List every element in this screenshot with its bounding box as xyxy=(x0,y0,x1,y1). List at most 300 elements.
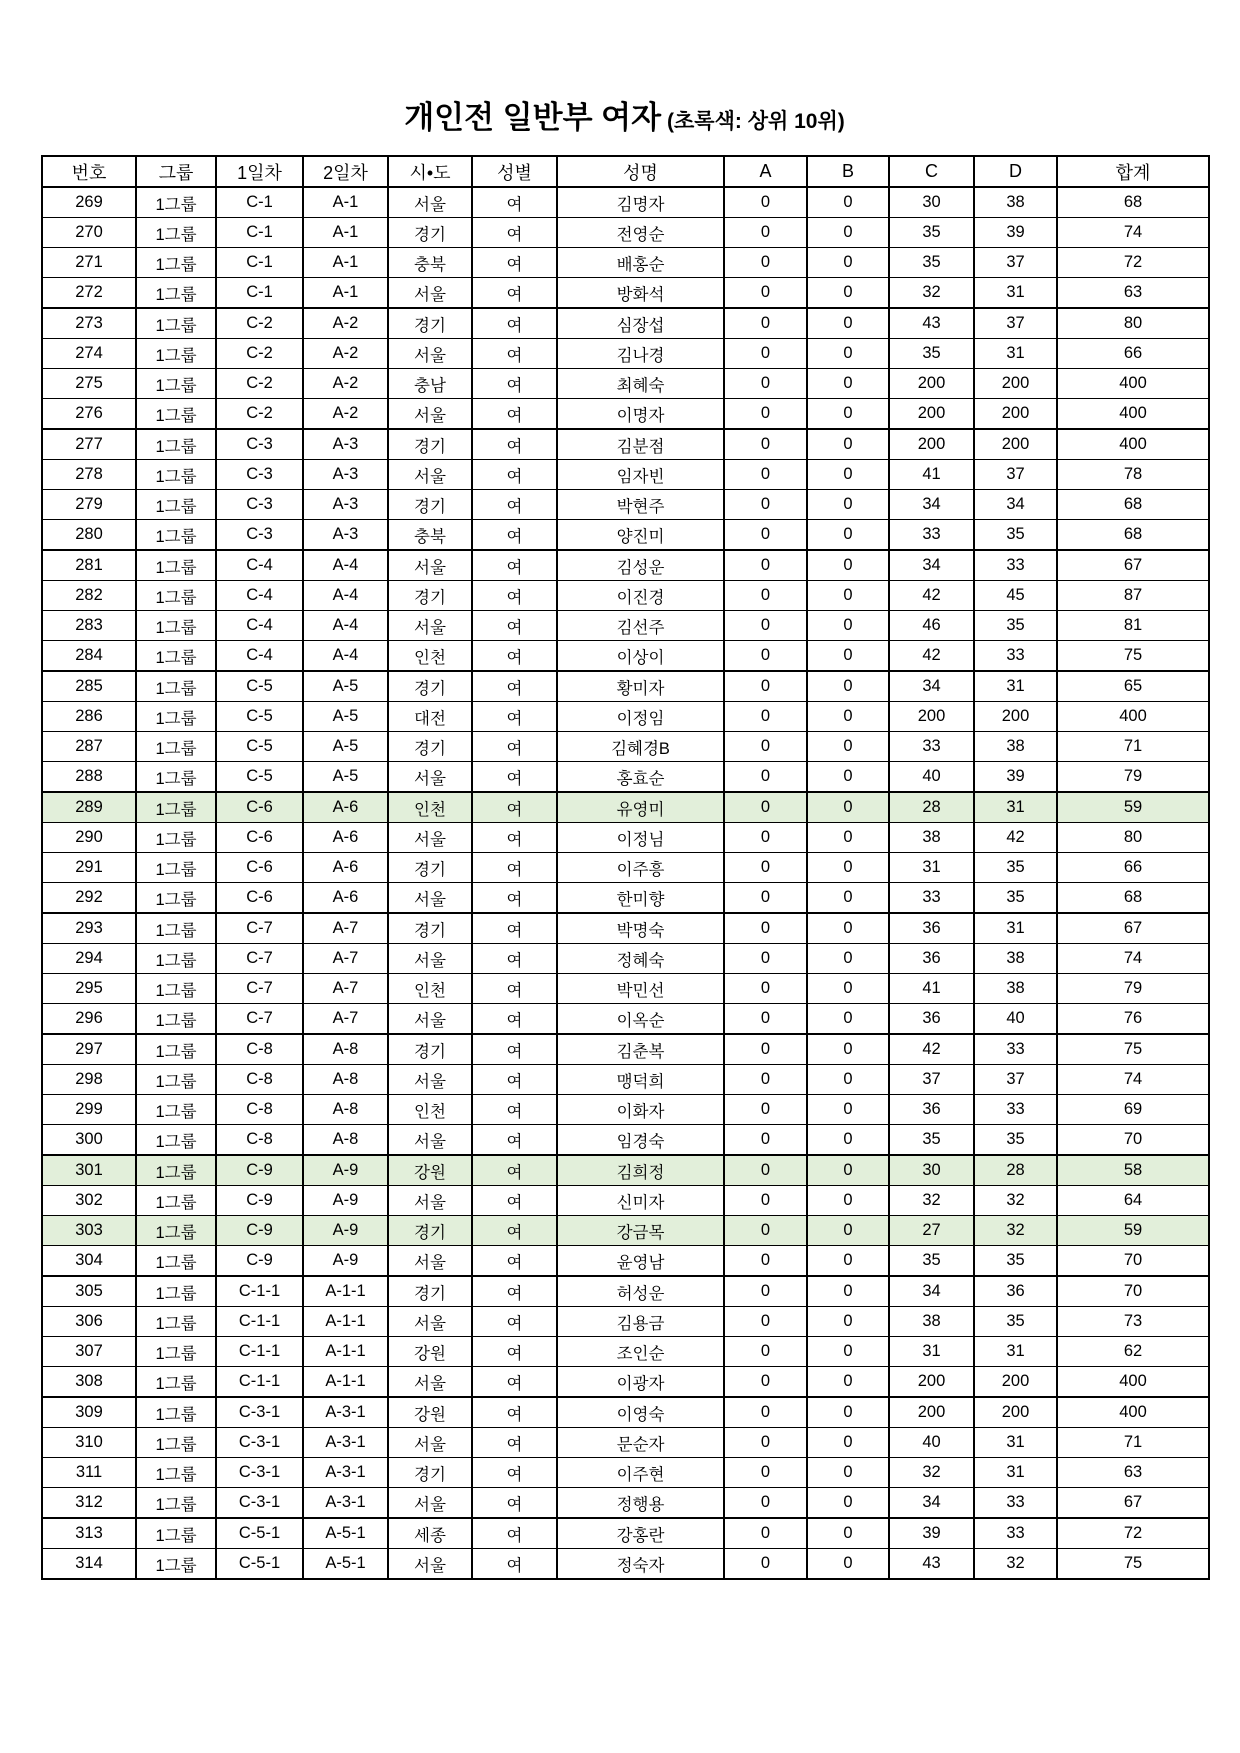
cell-group: 1그룹 xyxy=(136,218,216,248)
cell-score-d: 35 xyxy=(974,1125,1057,1156)
cell-score-c: 36 xyxy=(889,1095,974,1125)
cell-day1: C-1-1 xyxy=(216,1367,303,1398)
cell-gender: 여 xyxy=(472,853,557,883)
cell-city-do: 강원 xyxy=(388,1337,472,1367)
cell-city-do: 인천 xyxy=(388,792,472,823)
cell-gender: 여 xyxy=(472,1246,557,1277)
cell-name: 김춘복 xyxy=(557,1034,724,1065)
cell-group: 1그룹 xyxy=(136,339,216,369)
cell-day1: C-5-1 xyxy=(216,1549,303,1580)
cell-day2: A-1 xyxy=(303,218,388,248)
cell-group: 1그룹 xyxy=(136,762,216,793)
cell-group: 1그룹 xyxy=(136,883,216,914)
table-row xyxy=(42,1095,1209,1125)
cell-group: 1그룹 xyxy=(136,1367,216,1398)
cell-gender: 여 xyxy=(472,1276,557,1307)
cell-gender: 여 xyxy=(472,974,557,1004)
cell-score-b: 0 xyxy=(807,1155,889,1186)
cell-total: 72 xyxy=(1057,1518,1209,1549)
cell-no: 277 xyxy=(42,429,136,460)
cell-score-c: 42 xyxy=(889,641,974,672)
cell-name: 심장섭 xyxy=(557,308,724,339)
cell-score-d: 33 xyxy=(974,1488,1057,1519)
cell-city-do: 서울 xyxy=(388,1488,472,1519)
cell-group: 1그룹 xyxy=(136,399,216,430)
cell-score-b: 0 xyxy=(807,1095,889,1125)
cell-no: 273 xyxy=(42,308,136,339)
cell-score-d: 36 xyxy=(974,1276,1057,1307)
cell-total: 71 xyxy=(1057,1428,1209,1458)
cell-day2: A-2 xyxy=(303,308,388,339)
table-row xyxy=(42,1276,1209,1307)
cell-score-c: 40 xyxy=(889,1428,974,1458)
cell-group: 1그룹 xyxy=(136,974,216,1004)
cell-score-a: 0 xyxy=(724,1216,807,1246)
cell-score-a: 0 xyxy=(724,1337,807,1367)
cell-group: 1그룹 xyxy=(136,853,216,883)
cell-city-do: 경기 xyxy=(388,308,472,339)
cell-total: 70 xyxy=(1057,1125,1209,1156)
cell-score-b: 0 xyxy=(807,1488,889,1519)
cell-score-d: 200 xyxy=(974,399,1057,430)
table-row xyxy=(42,187,1209,218)
cell-day2: A-1 xyxy=(303,278,388,309)
cell-city-do: 충남 xyxy=(388,369,472,399)
cell-total: 400 xyxy=(1057,1397,1209,1428)
cell-day1: C-5-1 xyxy=(216,1518,303,1549)
cell-total: 74 xyxy=(1057,218,1209,248)
cell-gender: 여 xyxy=(472,1125,557,1156)
cell-group: 1그룹 xyxy=(136,1458,216,1488)
cell-score-b: 0 xyxy=(807,339,889,369)
cell-group: 1그룹 xyxy=(136,490,216,520)
cell-total: 73 xyxy=(1057,1307,1209,1337)
cell-city-do: 세종 xyxy=(388,1518,472,1549)
table-row xyxy=(42,490,1209,520)
cell-no: 270 xyxy=(42,218,136,248)
cell-gender: 여 xyxy=(472,611,557,641)
cell-city-do: 강원 xyxy=(388,1155,472,1186)
cell-score-b: 0 xyxy=(807,1458,889,1488)
cell-day2: A-3-1 xyxy=(303,1428,388,1458)
cell-score-a: 0 xyxy=(724,1367,807,1398)
cell-total: 70 xyxy=(1057,1276,1209,1307)
table-row xyxy=(42,1216,1209,1246)
cell-no: 303 xyxy=(42,1216,136,1246)
cell-total: 78 xyxy=(1057,460,1209,490)
cell-name: 김용금 xyxy=(557,1307,724,1337)
cell-city-do: 인천 xyxy=(388,974,472,1004)
cell-score-a: 0 xyxy=(724,248,807,278)
cell-score-c: 37 xyxy=(889,1065,974,1095)
cell-score-b: 0 xyxy=(807,1518,889,1549)
cell-score-a: 0 xyxy=(724,1276,807,1307)
table-row xyxy=(42,792,1209,823)
cell-no: 301 xyxy=(42,1155,136,1186)
cell-group: 1그룹 xyxy=(136,1307,216,1337)
cell-score-c: 34 xyxy=(889,550,974,581)
cell-name: 임자빈 xyxy=(557,460,724,490)
cell-score-a: 0 xyxy=(724,1549,807,1580)
cell-name: 박민선 xyxy=(557,974,724,1004)
cell-day1: C-4 xyxy=(216,611,303,641)
cell-score-c: 33 xyxy=(889,520,974,551)
table-row xyxy=(42,671,1209,702)
cell-name: 정혜숙 xyxy=(557,944,724,974)
cell-gender: 여 xyxy=(472,1518,557,1549)
cell-total: 74 xyxy=(1057,1065,1209,1095)
cell-day2: A-9 xyxy=(303,1186,388,1216)
cell-no: 271 xyxy=(42,248,136,278)
cell-city-do: 서울 xyxy=(388,1125,472,1156)
cell-no: 281 xyxy=(42,550,136,581)
cell-no: 299 xyxy=(42,1095,136,1125)
cell-name: 정행용 xyxy=(557,1488,724,1519)
cell-group: 1그룹 xyxy=(136,1095,216,1125)
cell-total: 67 xyxy=(1057,913,1209,944)
cell-gender: 여 xyxy=(472,1155,557,1186)
cell-day1: C-7 xyxy=(216,944,303,974)
cell-name: 유영미 xyxy=(557,792,724,823)
cell-no: 279 xyxy=(42,490,136,520)
cell-gender: 여 xyxy=(472,550,557,581)
col-header-a: A xyxy=(724,156,807,187)
cell-city-do: 강원 xyxy=(388,1397,472,1428)
cell-score-b: 0 xyxy=(807,1549,889,1580)
cell-group: 1그룹 xyxy=(136,550,216,581)
cell-total: 58 xyxy=(1057,1155,1209,1186)
cell-score-d: 32 xyxy=(974,1216,1057,1246)
cell-city-do: 서울 xyxy=(388,1549,472,1580)
cell-no: 314 xyxy=(42,1549,136,1580)
cell-score-d: 31 xyxy=(974,339,1057,369)
cell-gender: 여 xyxy=(472,1004,557,1035)
cell-day2: A-7 xyxy=(303,974,388,1004)
cell-city-do: 서울 xyxy=(388,1065,472,1095)
cell-score-d: 38 xyxy=(974,187,1057,218)
cell-score-c: 33 xyxy=(889,883,974,914)
cell-no: 288 xyxy=(42,762,136,793)
cell-name: 윤영남 xyxy=(557,1246,724,1277)
table-row xyxy=(42,974,1209,1004)
cell-score-a: 0 xyxy=(724,913,807,944)
cell-score-c: 31 xyxy=(889,853,974,883)
cell-city-do: 서울 xyxy=(388,1186,472,1216)
cell-day2: A-7 xyxy=(303,1004,388,1035)
cell-group: 1그룹 xyxy=(136,671,216,702)
cell-no: 282 xyxy=(42,581,136,611)
cell-day1: C-8 xyxy=(216,1034,303,1065)
table-row xyxy=(42,218,1209,248)
cell-name: 김혜경B xyxy=(557,732,724,762)
table-row xyxy=(42,611,1209,641)
cell-city-do: 인천 xyxy=(388,641,472,672)
cell-gender: 여 xyxy=(472,641,557,672)
cell-score-a: 0 xyxy=(724,671,807,702)
table-row xyxy=(42,853,1209,883)
cell-day2: A-4 xyxy=(303,550,388,581)
table-row xyxy=(42,1337,1209,1367)
cell-day1: C-2 xyxy=(216,399,303,430)
cell-city-do: 경기 xyxy=(388,1276,472,1307)
cell-score-a: 0 xyxy=(724,1307,807,1337)
cell-score-c: 40 xyxy=(889,762,974,793)
cell-group: 1그룹 xyxy=(136,308,216,339)
cell-score-c: 34 xyxy=(889,1488,974,1519)
cell-city-do: 경기 xyxy=(388,581,472,611)
table-row xyxy=(42,460,1209,490)
cell-score-d: 31 xyxy=(974,792,1057,823)
cell-score-b: 0 xyxy=(807,1307,889,1337)
table-row xyxy=(42,1186,1209,1216)
cell-score-d: 42 xyxy=(974,823,1057,853)
cell-score-c: 35 xyxy=(889,248,974,278)
cell-score-a: 0 xyxy=(724,732,807,762)
cell-day2: A-5 xyxy=(303,732,388,762)
cell-score-c: 34 xyxy=(889,671,974,702)
cell-score-a: 0 xyxy=(724,1034,807,1065)
cell-day2: A-1-1 xyxy=(303,1276,388,1307)
cell-day1: C-2 xyxy=(216,339,303,369)
cell-score-d: 37 xyxy=(974,460,1057,490)
table-row xyxy=(42,944,1209,974)
cell-score-d: 37 xyxy=(974,308,1057,339)
cell-day1: C-5 xyxy=(216,732,303,762)
cell-day1: C-6 xyxy=(216,823,303,853)
col-header-d: D xyxy=(974,156,1057,187)
cell-no: 285 xyxy=(42,671,136,702)
cell-name: 신미자 xyxy=(557,1186,724,1216)
cell-city-do: 서울 xyxy=(388,823,472,853)
cell-name: 이주현 xyxy=(557,1458,724,1488)
cell-day1: C-1 xyxy=(216,248,303,278)
cell-day2: A-8 xyxy=(303,1034,388,1065)
cell-no: 286 xyxy=(42,702,136,732)
cell-score-b: 0 xyxy=(807,944,889,974)
cell-score-d: 31 xyxy=(974,278,1057,309)
cell-name: 맹덕희 xyxy=(557,1065,724,1095)
col-header-city-do: 시•도 xyxy=(388,156,472,187)
cell-gender: 여 xyxy=(472,1337,557,1367)
cell-city-do: 경기 xyxy=(388,732,472,762)
cell-city-do: 서울 xyxy=(388,1428,472,1458)
cell-score-a: 0 xyxy=(724,1458,807,1488)
col-header-day2: 2일차 xyxy=(303,156,388,187)
cell-score-b: 0 xyxy=(807,278,889,309)
cell-score-b: 0 xyxy=(807,1276,889,1307)
cell-score-d: 31 xyxy=(974,1337,1057,1367)
cell-name: 박명숙 xyxy=(557,913,724,944)
cell-group: 1그룹 xyxy=(136,520,216,551)
cell-no: 272 xyxy=(42,278,136,309)
cell-no: 280 xyxy=(42,520,136,551)
cell-total: 400 xyxy=(1057,369,1209,399)
cell-gender: 여 xyxy=(472,1216,557,1246)
cell-day1: C-5 xyxy=(216,762,303,793)
cell-score-c: 34 xyxy=(889,1276,974,1307)
cell-no: 296 xyxy=(42,1004,136,1035)
cell-day1: C-4 xyxy=(216,641,303,672)
col-header-total: 합계 xyxy=(1057,156,1209,187)
cell-total: 79 xyxy=(1057,974,1209,1004)
cell-day2: A-7 xyxy=(303,944,388,974)
cell-no: 304 xyxy=(42,1246,136,1277)
cell-score-d: 37 xyxy=(974,248,1057,278)
cell-score-c: 34 xyxy=(889,490,974,520)
cell-no: 284 xyxy=(42,641,136,672)
cell-score-d: 200 xyxy=(974,369,1057,399)
cell-no: 311 xyxy=(42,1458,136,1488)
cell-score-a: 0 xyxy=(724,1125,807,1156)
cell-total: 400 xyxy=(1057,399,1209,430)
cell-score-b: 0 xyxy=(807,883,889,914)
cell-day1: C-7 xyxy=(216,913,303,944)
cell-city-do: 경기 xyxy=(388,913,472,944)
cell-score-c: 200 xyxy=(889,1397,974,1428)
table-row xyxy=(42,1458,1209,1488)
cell-gender: 여 xyxy=(472,1397,557,1428)
cell-city-do: 경기 xyxy=(388,490,472,520)
cell-score-b: 0 xyxy=(807,702,889,732)
cell-name: 이상이 xyxy=(557,641,724,672)
table-row xyxy=(42,1125,1209,1156)
cell-name: 강홍란 xyxy=(557,1518,724,1549)
cell-gender: 여 xyxy=(472,883,557,914)
cell-score-d: 32 xyxy=(974,1549,1057,1580)
cell-total: 59 xyxy=(1057,1216,1209,1246)
cell-score-c: 43 xyxy=(889,1549,974,1580)
cell-group: 1그룹 xyxy=(136,278,216,309)
cell-day1: C-3 xyxy=(216,460,303,490)
cell-score-b: 0 xyxy=(807,581,889,611)
cell-gender: 여 xyxy=(472,1428,557,1458)
cell-gender: 여 xyxy=(472,1458,557,1488)
table-row xyxy=(42,702,1209,732)
cell-no: 275 xyxy=(42,369,136,399)
cell-score-c: 200 xyxy=(889,399,974,430)
cell-score-c: 46 xyxy=(889,611,974,641)
cell-group: 1그룹 xyxy=(136,1065,216,1095)
cell-score-a: 0 xyxy=(724,974,807,1004)
table-row xyxy=(42,762,1209,793)
cell-score-d: 38 xyxy=(974,944,1057,974)
cell-score-d: 37 xyxy=(974,1065,1057,1095)
table-row xyxy=(42,1004,1209,1035)
cell-day2: A-5-1 xyxy=(303,1518,388,1549)
cell-score-a: 0 xyxy=(724,762,807,793)
cell-score-a: 0 xyxy=(724,339,807,369)
cell-gender: 여 xyxy=(472,1095,557,1125)
cell-gender: 여 xyxy=(472,248,557,278)
cell-score-c: 33 xyxy=(889,732,974,762)
cell-day2: A-5 xyxy=(303,702,388,732)
cell-name: 김나경 xyxy=(557,339,724,369)
cell-score-d: 32 xyxy=(974,1186,1057,1216)
cell-score-a: 0 xyxy=(724,520,807,551)
cell-gender: 여 xyxy=(472,1307,557,1337)
cell-name: 최혜숙 xyxy=(557,369,724,399)
cell-gender: 여 xyxy=(472,218,557,248)
cell-score-d: 31 xyxy=(974,671,1057,702)
cell-group: 1그룹 xyxy=(136,460,216,490)
cell-name: 김성운 xyxy=(557,550,724,581)
cell-day2: A-3-1 xyxy=(303,1397,388,1428)
cell-day2: A-3-1 xyxy=(303,1488,388,1519)
cell-day2: A-5-1 xyxy=(303,1549,388,1580)
table-row xyxy=(42,883,1209,914)
col-header-c: C xyxy=(889,156,974,187)
table-row xyxy=(42,1155,1209,1186)
table-row xyxy=(42,278,1209,309)
cell-score-b: 0 xyxy=(807,1004,889,1035)
cell-score-a: 0 xyxy=(724,1155,807,1186)
cell-day2: A-4 xyxy=(303,611,388,641)
cell-city-do: 충북 xyxy=(388,520,472,551)
cell-score-d: 33 xyxy=(974,1095,1057,1125)
cell-city-do: 서울 xyxy=(388,1246,472,1277)
cell-name: 홍효순 xyxy=(557,762,724,793)
cell-score-b: 0 xyxy=(807,853,889,883)
results-table xyxy=(41,155,1210,1580)
cell-score-a: 0 xyxy=(724,1246,807,1277)
cell-gender: 여 xyxy=(472,823,557,853)
cell-gender: 여 xyxy=(472,369,557,399)
cell-no: 297 xyxy=(42,1034,136,1065)
table-row xyxy=(42,520,1209,551)
cell-total: 68 xyxy=(1057,883,1209,914)
cell-day1: C-8 xyxy=(216,1095,303,1125)
cell-score-a: 0 xyxy=(724,1428,807,1458)
cell-score-a: 0 xyxy=(724,1004,807,1035)
table-row xyxy=(42,823,1209,853)
cell-day2: A-4 xyxy=(303,581,388,611)
cell-score-c: 36 xyxy=(889,944,974,974)
cell-score-d: 28 xyxy=(974,1155,1057,1186)
cell-gender: 여 xyxy=(472,1488,557,1519)
cell-name: 이정임 xyxy=(557,702,724,732)
cell-group: 1그룹 xyxy=(136,732,216,762)
cell-score-d: 35 xyxy=(974,1246,1057,1277)
cell-total: 75 xyxy=(1057,641,1209,672)
cell-score-b: 0 xyxy=(807,1186,889,1216)
cell-day1: C-1 xyxy=(216,278,303,309)
cell-name: 임경숙 xyxy=(557,1125,724,1156)
cell-name: 박현주 xyxy=(557,490,724,520)
cell-group: 1그룹 xyxy=(136,792,216,823)
table-row xyxy=(42,248,1209,278)
cell-score-c: 30 xyxy=(889,1155,974,1186)
table-row xyxy=(42,1397,1209,1428)
table-row xyxy=(42,1034,1209,1065)
cell-day1: C-1 xyxy=(216,218,303,248)
cell-score-b: 0 xyxy=(807,762,889,793)
table-row xyxy=(42,1307,1209,1337)
cell-score-b: 0 xyxy=(807,550,889,581)
cell-total: 62 xyxy=(1057,1337,1209,1367)
table-row xyxy=(42,1428,1209,1458)
table-row xyxy=(42,308,1209,339)
cell-score-d: 38 xyxy=(974,732,1057,762)
cell-day2: A-9 xyxy=(303,1155,388,1186)
cell-group: 1그룹 xyxy=(136,187,216,218)
cell-score-a: 0 xyxy=(724,1095,807,1125)
cell-group: 1그룹 xyxy=(136,1186,216,1216)
cell-day2: A-2 xyxy=(303,339,388,369)
cell-score-a: 0 xyxy=(724,883,807,914)
cell-total: 70 xyxy=(1057,1246,1209,1277)
cell-city-do: 서울 xyxy=(388,550,472,581)
cell-score-c: 32 xyxy=(889,1458,974,1488)
